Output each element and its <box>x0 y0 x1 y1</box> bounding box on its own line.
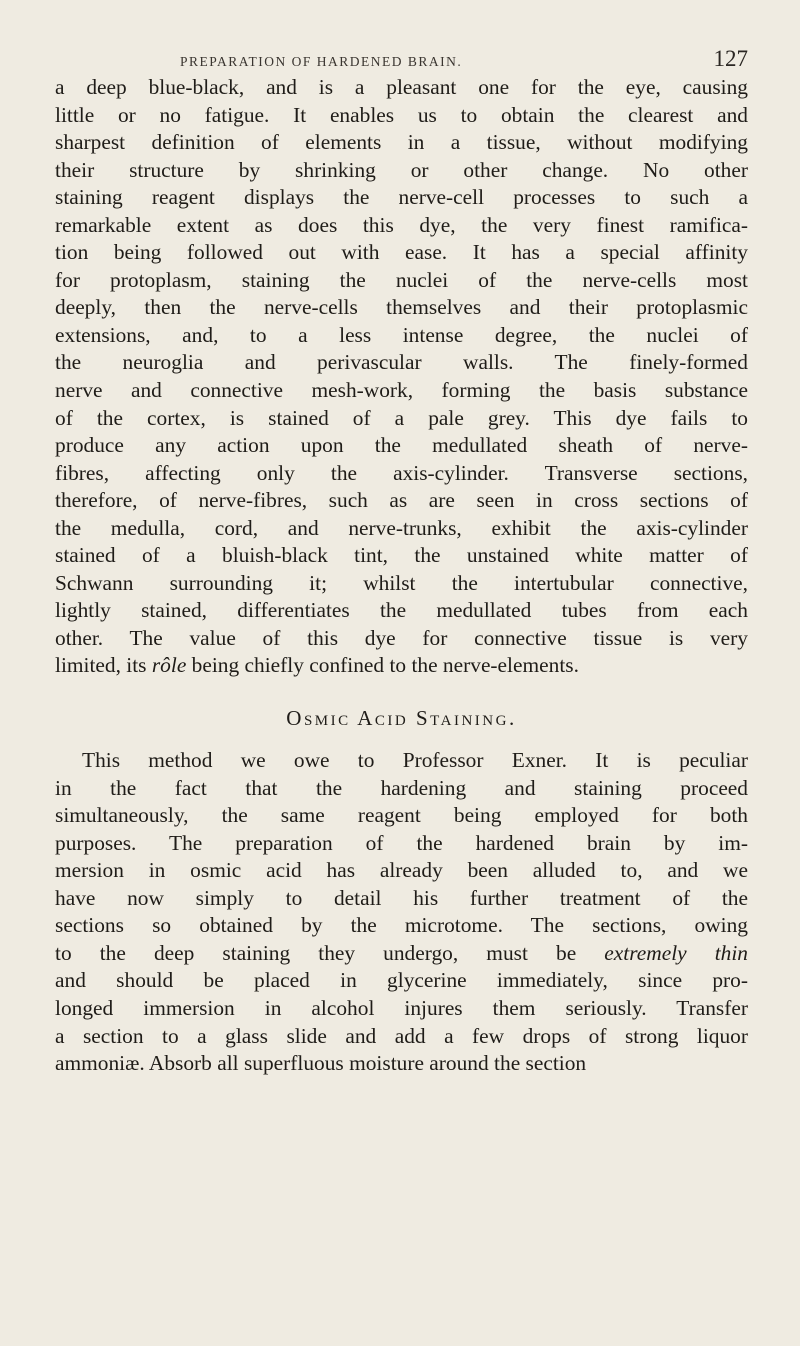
page-number: 127 <box>713 46 748 71</box>
italic-term: rôle <box>151 653 187 678</box>
text-line: purposes. The preparation of the hardened brain by im- <box>55 830 748 855</box>
text-line: remarkable extent as does this dye, the very finest ramifica- <box>55 212 748 237</box>
text-fragment: being chiefly confined to the nerve-elements. <box>186 653 579 678</box>
text-line: lightly stained, differentiates the medullated tubes from each <box>55 598 748 623</box>
text-line <box>55 940 748 968</box>
text-line: nerve and connective mesh-work, forming the basis substance <box>55 378 748 403</box>
text-line: simultaneously, the same reagent being employed for both <box>55 803 748 828</box>
text-line: Schwann surrounding it; whilst the intertubular connective, <box>55 570 748 595</box>
text-line: sections so obtained by the microtome. The sections, owing <box>55 913 748 938</box>
text-line: little or no fatigue. It enables us to obtain the clearest and <box>55 102 748 127</box>
text-line: produce any action upon the medullated sheath of nerve- <box>55 433 748 458</box>
text-line: have now simply to detail his further treatment of the <box>55 885 748 910</box>
body-text <box>55 74 748 1078</box>
text-line: their structure by shrinking or other change. No other <box>55 157 748 182</box>
text-line: fibres, affecting only the axis-cylinder. Transverse sections, <box>55 460 748 485</box>
text-line: a section to a glass slide and add a few drops of strong liquor <box>55 1023 748 1048</box>
paragraph-1 <box>55 74 748 680</box>
text-line: of the cortex, is stained of a pale grey. This dye fails to <box>55 405 748 430</box>
text-line: extensions, and, to a less intense degree, the nuclei of <box>55 322 748 347</box>
text-line: a deep blue-black, and is a pleasant one for the eye, causing <box>55 75 748 99</box>
text-line: the medulla, cord, and nerve-trunks, exhibit the axis-cylinder <box>55 515 748 540</box>
text-line: for protoplasm, staining the nuclei of the nerve-cells most <box>55 267 748 292</box>
section-heading: Osmic Acid Staining. <box>286 706 517 731</box>
text-line: and should be placed in glycerine immediately, since pro- <box>55 968 748 993</box>
text-line: other. The value of this dye for connective tissue is very <box>55 625 748 650</box>
text-line <box>55 652 748 680</box>
running-head <box>0 42 800 72</box>
text-fragment: to the deep staining they undergo, must be <box>55 940 605 965</box>
running-title: PREPARATION OF HARDENED BRAIN. <box>180 54 463 69</box>
text-line: stained of a bluish-black tint, the unstained white matter of <box>55 543 748 568</box>
text-line: therefore, of nerve-fibres, such as are seen in cross sections of <box>55 488 748 513</box>
text-line: ammoniæ. Absorb all superfluous moisture around the section <box>55 1051 587 1076</box>
italic-phrase: extremely thin <box>604 940 748 965</box>
text-line: mersion in osmic acid has already been alluded to, and we <box>55 858 748 883</box>
text-line: the neuroglia and perivascular walls. The finely-formed <box>55 350 748 375</box>
text-line: sharpest definition of elements in a tissue, without modifying <box>55 130 748 155</box>
text-line: longed immersion in alcohol injures them seriously. Transfer <box>55 995 748 1020</box>
text-fragment: limited, its <box>55 653 152 678</box>
text-line: in the fact that the hardening and staining proceed <box>55 775 748 800</box>
text-line: deeply, then the nerve-cells themselves and their protoplasmic <box>55 295 748 320</box>
text-line: tion being followed out with ease. It has a special affinity <box>55 240 748 265</box>
text-line: staining reagent displays the nerve-cell processes to such a <box>55 185 748 210</box>
paragraph-2 <box>55 747 748 1078</box>
text-line: This method we owe to Professor Exner. It is peculiar <box>82 748 748 773</box>
